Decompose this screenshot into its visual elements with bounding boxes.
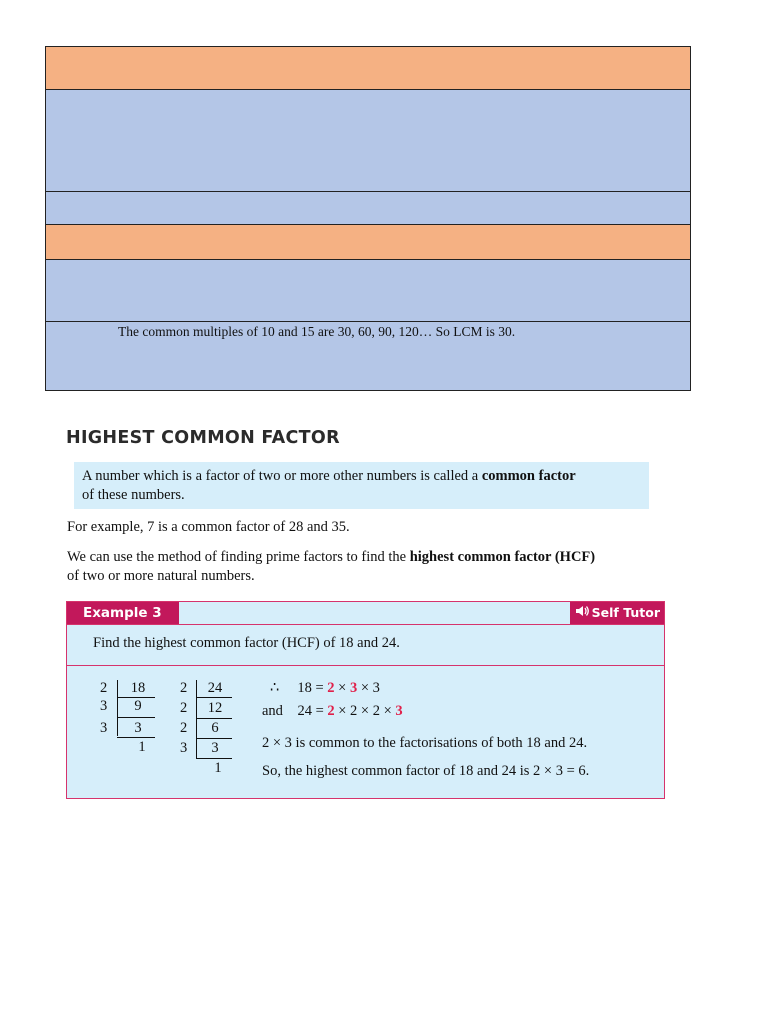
common-factor: 3 bbox=[349, 680, 358, 696]
ladder-value: 12 bbox=[207, 700, 223, 716]
table-header-row-2 bbox=[46, 225, 690, 260]
definition-box bbox=[74, 462, 649, 509]
ladder-rule bbox=[117, 717, 155, 718]
ladder-rule bbox=[117, 737, 155, 738]
times: × bbox=[334, 680, 350, 696]
example-label: Example 3 bbox=[67, 602, 179, 624]
therefore-symbol: ∴ bbox=[270, 680, 280, 696]
table-row-2 bbox=[46, 192, 690, 225]
divisor: 3 bbox=[180, 740, 188, 756]
divisor: 2 bbox=[180, 680, 188, 696]
ladder-rule bbox=[196, 718, 232, 719]
ladder-rule bbox=[196, 697, 232, 698]
eq-lhs: 24 = bbox=[297, 703, 328, 719]
self-tutor-label: Self Tutor bbox=[591, 605, 660, 620]
eq-rest: × 3 bbox=[357, 680, 380, 696]
ladder-value: 3 bbox=[211, 740, 219, 756]
ladder-value: 6 bbox=[211, 720, 219, 736]
conclusion-statement: So, the highest common factor of 18 and 24 is 2 × 3 = 6. bbox=[262, 763, 590, 779]
ladder-rule bbox=[117, 680, 118, 736]
lcm-example-text: The common multiples of 10 and 15 are 30, 60, 90, 120… So LCM is 30. bbox=[118, 324, 516, 339]
and-word: and bbox=[262, 703, 283, 719]
ladder-value: 3 bbox=[134, 720, 142, 736]
speaker-icon bbox=[575, 602, 589, 624]
method-sentence bbox=[67, 548, 677, 586]
common-factor: 2 bbox=[327, 680, 335, 696]
method-text-end: of two or more natural numbers. bbox=[67, 568, 255, 584]
ladder-value: 24 bbox=[207, 680, 223, 696]
summary-table bbox=[45, 46, 691, 391]
ladder-value: 1 bbox=[138, 739, 146, 755]
ladder-rule bbox=[196, 758, 232, 759]
definition-text-end: of these numbers. bbox=[82, 487, 185, 503]
common-factor: 2 bbox=[327, 703, 335, 719]
example-header bbox=[67, 602, 664, 625]
example-box bbox=[66, 601, 665, 799]
divisor: 2 bbox=[180, 720, 188, 736]
common-statement: 2 × 3 is common to the factorisations of both 18 and 24. bbox=[262, 735, 588, 751]
eq-mid: × 2 × 2 × bbox=[334, 703, 396, 719]
divisor: 3 bbox=[100, 698, 108, 714]
common-factor: 3 bbox=[395, 703, 403, 719]
factorisation-18 bbox=[270, 680, 380, 697]
factorisation-24 bbox=[262, 703, 403, 720]
divisor: 3 bbox=[100, 720, 108, 736]
section-heading: HIGHEST COMMON FACTOR bbox=[66, 428, 340, 448]
divisor: 2 bbox=[100, 680, 108, 696]
divisor: 2 bbox=[180, 700, 188, 716]
definition-text: A number which is a factor of two or more other numbers is called a bbox=[82, 468, 482, 484]
ladder-value: 18 bbox=[130, 680, 146, 696]
table-row-3 bbox=[46, 260, 690, 322]
self-tutor-button[interactable] bbox=[570, 602, 664, 624]
definition-term: common factor bbox=[481, 468, 576, 484]
ladder-rule bbox=[196, 738, 232, 739]
ladder-value: 9 bbox=[134, 698, 142, 714]
table-row-1 bbox=[46, 90, 690, 192]
table-row-4 bbox=[46, 322, 690, 390]
example-solution bbox=[67, 666, 664, 799]
table-header-row-1 bbox=[46, 47, 690, 90]
method-text: We can use the method of finding prime factors to find the bbox=[67, 549, 410, 565]
example-question: Find the highest common factor (HCF) of 18 and 24. bbox=[67, 625, 664, 666]
eq-lhs: 18 = bbox=[297, 680, 328, 696]
method-term: highest common factor (HCF) bbox=[409, 549, 596, 565]
example-sentence: For example, 7 is a common factor of 28 and 35. bbox=[67, 519, 350, 535]
ladder-value: 1 bbox=[214, 760, 222, 776]
